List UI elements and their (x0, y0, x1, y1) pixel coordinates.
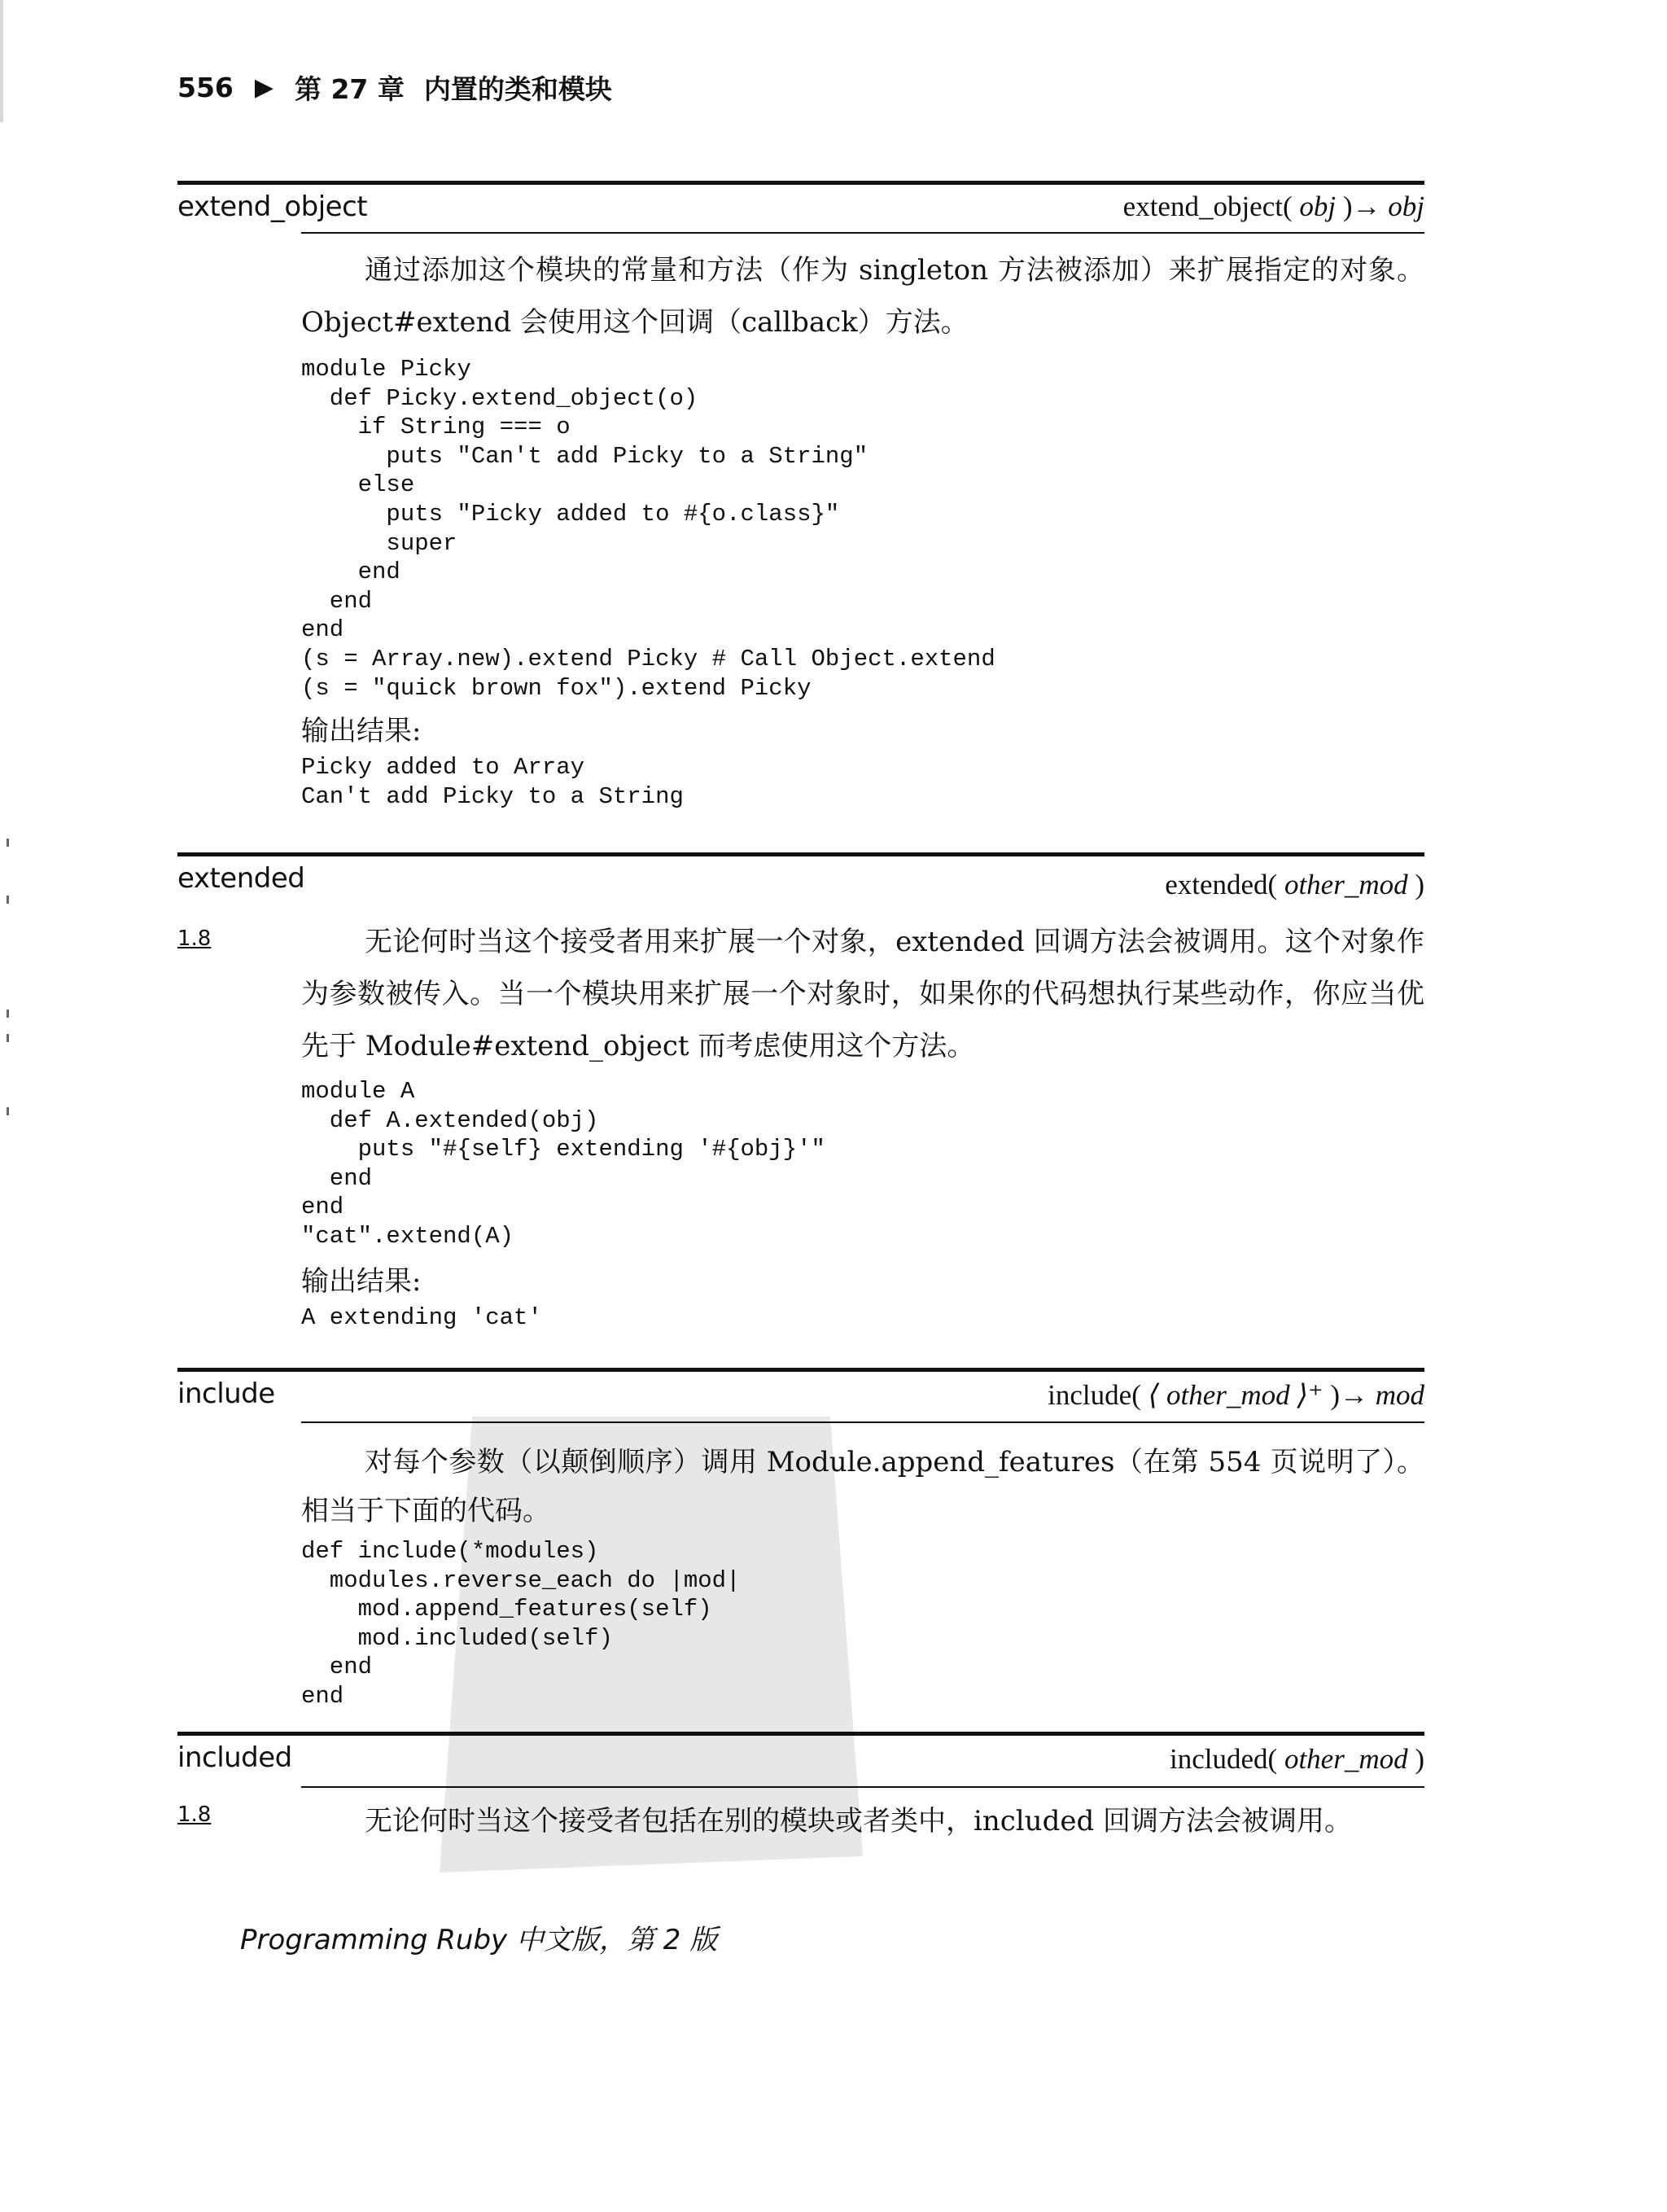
entry-name: include (177, 1378, 275, 1410)
entry-name: extended (177, 862, 305, 895)
section-body (301, 1795, 1424, 1847)
output-label: 输出结果: (301, 715, 422, 748)
section-rule (177, 1732, 1424, 1736)
method-signature: extend_object( obj )→ obj (1122, 191, 1424, 222)
output-label: 输出结果: (301, 1264, 422, 1298)
section-include (177, 1368, 1424, 1726)
signature-rule (301, 232, 1424, 234)
description-paragraph: 无论何时当这个接受者用来扩展一个对象，extended 回调方法会被调用。这个对象作为参数被传入。当一个模块用来扩展一个对象时，如果你的代码想执行某些动作，你应当优先于 Module#extend_object 而考虑使用这个方法。 (301, 926, 1424, 1062)
version-note: 1.8 (177, 1802, 212, 1827)
chapter-title: 内置的类和模块 (423, 72, 612, 105)
section-included (177, 1732, 1424, 1854)
method-signature: included( other_mod ) (1170, 1743, 1424, 1775)
section-body (301, 916, 1424, 1332)
output-block: A extending 'cat' (301, 1303, 542, 1331)
version-note: 1.8 (177, 926, 212, 951)
method-signature: include( ⟨ other_mod ⟩⁺ )→ mod (1048, 1379, 1424, 1411)
entry-name: extend_object (177, 191, 368, 223)
section-body (301, 1438, 1424, 1711)
code-block: module Picky def Picky.extend_object(o) if String === o puts "Can't add Picky to a String" else puts "Picky added to #{o.class}" super end end end (s = Array.new).extend Picky # Call Object.extend (s = "quick brown fox").extend Picky (301, 356, 995, 702)
code-block: def include(*modules) modules.reverse_each do |mod| mod.append_features(self) mod.included(self) end end (301, 1538, 741, 1710)
play-arrow-icon: ▶ (254, 72, 273, 102)
method-signature: extended( other_mod ) (1165, 869, 1424, 900)
description-paragraph: 通过添加这个模块的常量和方法（作为 singleton 方法被添加）来扩展指定的对象。Object#extend 会使用这个回调（callback）方法。 (301, 254, 1424, 339)
page-edge-shadow (0, 0, 3, 122)
section-rule (177, 852, 1424, 856)
chapter-number: 第 27 章 (294, 72, 405, 105)
output-block: Picky added to Array Can't add Picky to a String (301, 754, 684, 810)
page-number: 556 (177, 71, 234, 103)
signature-rule (301, 1786, 1424, 1788)
description-paragraph: 无论何时当这个接受者包括在别的模块或者类中，included 回调方法会被调用。 (365, 1805, 1353, 1837)
description-paragraph: 对每个参数（以颠倒顺序）调用 Module.append_features（在第 554 页说明了）。相当于下面的代码。 (301, 1446, 1424, 1527)
section-body (301, 244, 1424, 811)
code-block: module A def A.extended(obj) puts "#{self} extending '#{obj}'" end end "cat".extend(A) (301, 1078, 825, 1250)
entry-name: included (177, 1741, 292, 1774)
section-rule (177, 1368, 1424, 1372)
running-header (177, 67, 612, 107)
section-extend-object (177, 181, 1424, 832)
section-extended (177, 852, 1424, 1373)
section-rule (177, 181, 1424, 185)
page-footer: Programming Ruby 中文版，第 2 版 (240, 1924, 718, 1956)
signature-rule (301, 1421, 1424, 1423)
